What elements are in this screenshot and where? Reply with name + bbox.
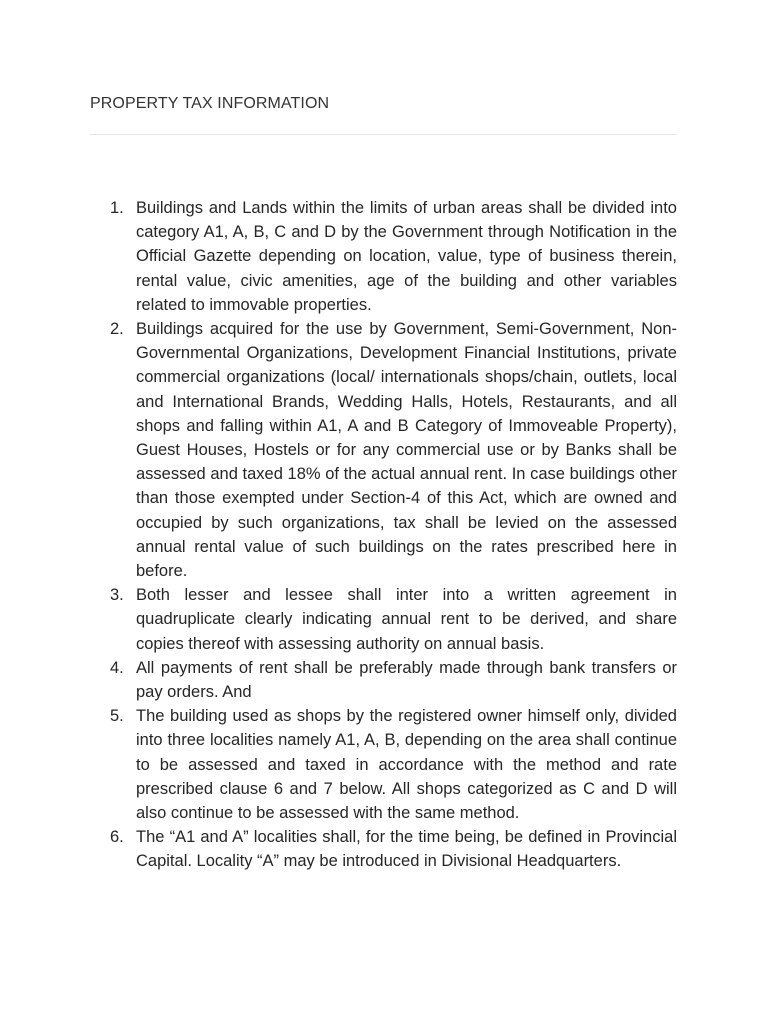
list-item-text: Both lesser and lessee shall inter into a written agreement in quadruplicate clearly indicating annual rent to be derived, and share copies thereof with assessing authority on annual basis. [136,586,677,653]
list-item-number: 5. [110,707,124,726]
list-item-text: The building used as shops by the registered owner himself only, divided into three localities namely A1, A, B, depending on the area shall continue to be assessed and taxed in accordance with the method and rate prescribed clause 6 and 7 below. All shops categorized as C and D will also continue to be assessed with the same method. [136,707,677,823]
list-item-text: Buildings acquired for the use by Government, Semi-Government, Non-Governmental Organizations, Development Financial Institutions, private commercial organizations (local/ internationals shops/chain, outlets, local and International Brands, Wedding Halls, Hotels, Restaurants, and all shops and falling within A1, A and B Category of Immoveable Property), Guest Houses, Hostels or for any commercial use or by Banks shall be assessed and taxed 18% of the actual annual rent. In case buildings other than those exempted under Section-4 of this Act, which are owned and occupied by such organizations, tax shall be levied on the assessed annual rental value of such buildings on the rates prescribed here in before. [136,320,677,581]
list-item-number: 6. [110,828,124,847]
list-item-number: 2. [110,320,124,339]
page-title: PROPERTY TAX INFORMATION [90,95,330,112]
list-item-3 [100,583,677,656]
list-item-4 [100,656,677,704]
list-item-1 [100,196,677,317]
tax-clause-list [100,196,677,874]
list-item-5 [100,704,677,825]
list-item-number: 3. [110,586,124,605]
list-item-text: The “A1 and A” localities shall, for the time being, be defined in Provincial Capital. Locality “A” may be introduced in Divisional Headquarters. [136,828,677,871]
list-item-text: All payments of rent shall be preferably made through bank transfers or pay orders. And [136,658,677,702]
list-item-6 [100,825,677,873]
title-divider [90,134,677,135]
list-item-number: 4. [110,658,124,677]
list-item-text: Buildings and Lands within the limits of urban areas shall be divided into category A1, A, B, C and D by the Government through Notification in the Official Gazette depending on location, value, type of business therein, rental value, civic amenities, age of the building and other variables related to immovable properties. [136,199,677,314]
list-item-number: 1. [110,199,124,217]
list-item-2 [100,317,677,583]
